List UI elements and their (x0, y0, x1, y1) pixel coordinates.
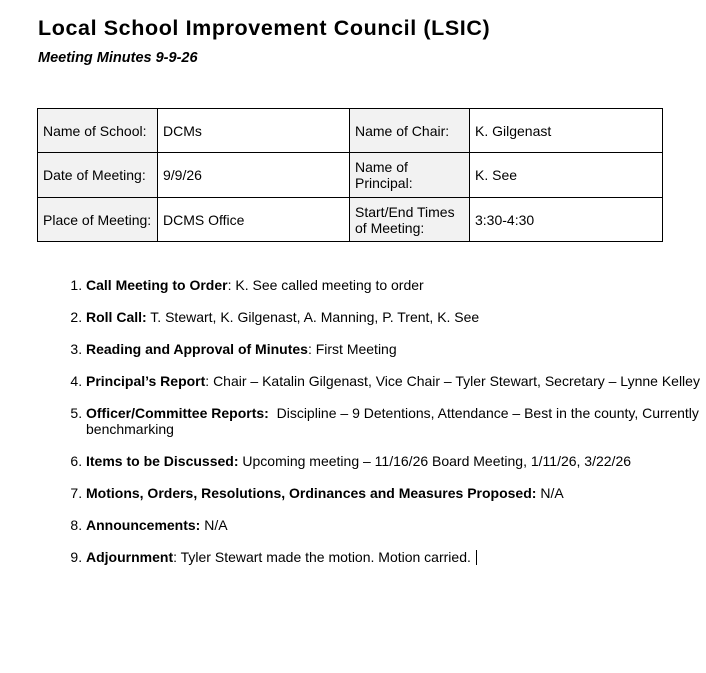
school-name-label: Name of School: (38, 109, 158, 153)
agenda-item-text: N/A (536, 485, 564, 501)
agenda-item-label: Motions, Orders, Resolutions, Ordinances and Measures Proposed: (86, 485, 537, 501)
agenda-item-label: Items to be Discussed: (86, 453, 239, 469)
table-row (38, 153, 663, 198)
agenda-item-label: Announcements: (86, 517, 201, 533)
meeting-info-table (37, 108, 663, 242)
agenda-item-text: Upcoming meeting – 11/16/26 Board Meeting, 1/11/26, 3/22/26 (238, 453, 632, 469)
agenda-item-text: : K. See called meeting to order (227, 277, 424, 293)
agenda-item-label: Reading and Approval of Minutes (86, 341, 308, 357)
chair-name-label: Name of Chair: (350, 109, 470, 153)
document-title: Local School Improvement Council (LSIC) (38, 16, 491, 40)
meeting-times-value[interactable]: 3:30-4:30 (470, 198, 663, 242)
list-item[interactable] (86, 405, 706, 437)
list-item[interactable] (86, 373, 706, 389)
meeting-date-value[interactable]: 9/9/26 (158, 153, 350, 198)
list-item[interactable] (86, 485, 706, 501)
principal-name-label: Name of Principal: (350, 153, 470, 198)
agenda-item-text: Discipline – 9 Detentions, Attendance – Best in the county, Currently benchmarking (86, 405, 703, 437)
agenda-item-label: Call Meeting to Order (86, 277, 228, 293)
agenda-item-text: : First Meeting (307, 341, 397, 357)
meeting-date-label: Date of Meeting: (38, 153, 158, 198)
list-item[interactable] (86, 549, 706, 565)
agenda-item-label: Principal’s Report (86, 373, 206, 389)
school-name-value[interactable]: DCMs (158, 109, 350, 153)
meeting-times-label: Start/End Times of Meeting: (350, 198, 470, 242)
agenda-item-label: Officer/Committee Reports: (86, 405, 269, 421)
agenda-item-text: : Tyler Stewart made the motion. Motion carried. (173, 549, 471, 565)
list-item[interactable] (86, 309, 706, 325)
agenda-item-label: Adjournment (86, 549, 174, 565)
text-cursor (476, 550, 477, 565)
chair-name-value[interactable]: K. Gilgenast (470, 109, 663, 153)
table-row (38, 109, 663, 153)
list-item[interactable] (86, 453, 706, 469)
agenda-item-text: N/A (200, 517, 228, 533)
agenda-list (44, 277, 706, 581)
agenda-item-text: : Chair – Katalin Gilgenast, Vice Chair – Tyler Stewart, Secretary – Lynne Kelley (205, 373, 700, 389)
document-subtitle: Meeting Minutes 9-9-26 (38, 50, 198, 66)
agenda-item-label: Roll Call: (86, 309, 147, 325)
list-item[interactable] (86, 517, 706, 533)
list-item[interactable] (86, 341, 706, 357)
table-row (38, 198, 663, 242)
meeting-place-label: Place of Meeting: (38, 198, 158, 242)
principal-name-value[interactable]: K. See (470, 153, 663, 198)
agenda-item-text: T. Stewart, K. Gilgenast, A. Manning, P. Trent, K. See (146, 309, 480, 325)
list-item[interactable] (86, 277, 706, 293)
meeting-place-value[interactable]: DCMS Office (158, 198, 350, 242)
